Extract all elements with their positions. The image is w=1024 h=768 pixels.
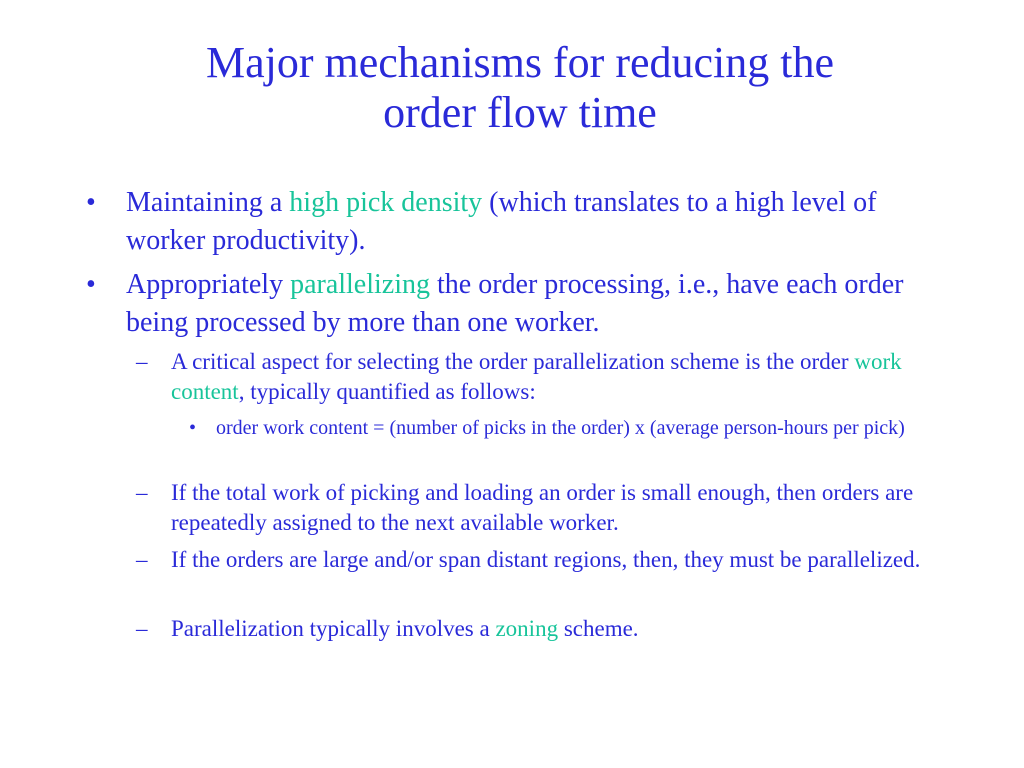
bullet-text: Maintaining a [126, 187, 290, 218]
subbullet-small-orders [136, 478, 941, 538]
title-line-2: order flow time [383, 88, 657, 137]
dash-marker: – [136, 616, 148, 641]
dash-marker: – [136, 480, 148, 505]
bullet-text: Appropriately [126, 269, 291, 300]
bullet-text: the order processing, i.e., have each order being processed by more than one worker. [126, 269, 904, 338]
bullet-marker: • [189, 417, 197, 439]
subbullet-work-content [136, 347, 941, 407]
subbullet-text: Parallelization typically involves a [171, 616, 496, 641]
bullet-high-pick-density [86, 184, 946, 260]
title-line-1: Major mechanisms for reducing the [205, 38, 835, 87]
bullet-marker: • [86, 269, 96, 300]
bullet-parallelizing [86, 266, 946, 342]
subsubbullet-formula [189, 415, 916, 442]
subbullet-text: , typically quantified as follows: [238, 379, 536, 404]
subbullet-text: If the orders are large and/or span distant regions, then, they must be parallelized. [171, 547, 921, 572]
subbullet-text: scheme. [558, 616, 639, 641]
bullet-text: (which translates to a high level of worker productivity). [126, 187, 877, 256]
highlight-term: zoning [495, 616, 559, 641]
dash-marker: – [136, 547, 148, 572]
subbullet-large-orders [136, 545, 941, 575]
subbullet-text: A critical aspect for selecting the order parallelization scheme is the order [171, 349, 855, 374]
subsubbullet-text: order work content = (number of picks in the order) x (average person-hours per pick) [216, 417, 905, 439]
dash-marker: – [136, 349, 148, 374]
highlight-term: parallelizing [290, 269, 430, 300]
bullet-marker: • [86, 187, 96, 218]
subbullet-zoning [136, 614, 941, 644]
highlight-term: work content [171, 349, 902, 404]
subbullet-text: If the total work of picking and loading an order is small enough, then orders are repeatedly assigned to the next available worker. [171, 480, 914, 535]
highlight-term: high pick density [289, 187, 483, 218]
